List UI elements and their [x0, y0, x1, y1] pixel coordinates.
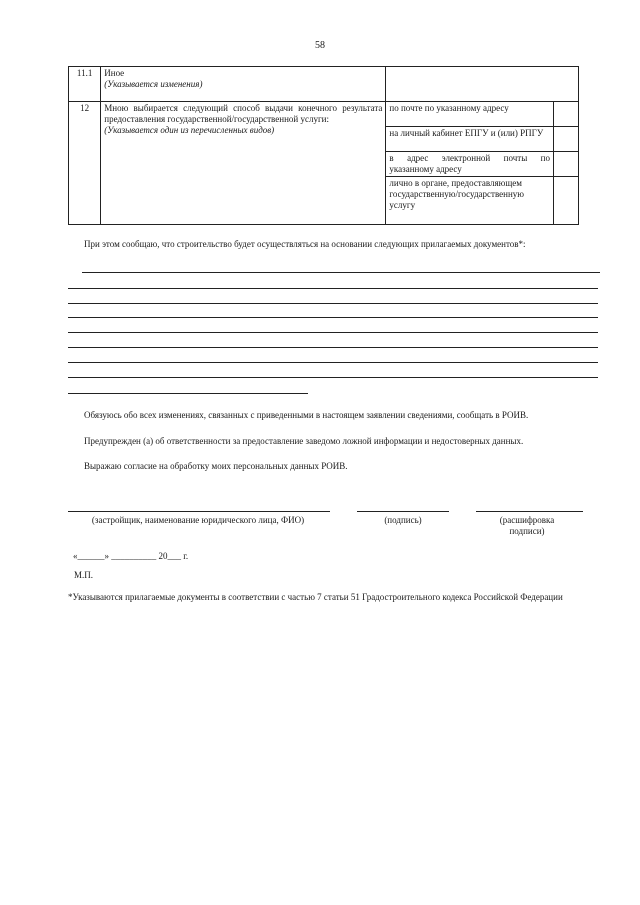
documents-paragraph: При этом сообщаю, что строительство будет осуществляться на основании следующих прилагаемых документов*: — [84, 239, 526, 249]
fill-line[interactable] — [68, 377, 598, 378]
fill-line[interactable] — [68, 303, 598, 304]
delivery-option-label: лично в органе, предоставляющем государственную/государственную услугу — [386, 177, 554, 225]
footnote: *Указываются прилагаемые документы в соответствии с частью 7 статьи 51 Градостроительного кодекса Российской Федерации — [68, 592, 563, 602]
delivery-option-checkbox[interactable] — [553, 127, 578, 152]
developer-signature-line[interactable] — [68, 511, 330, 512]
delivery-option-checkbox[interactable] — [553, 177, 578, 225]
application-table — [68, 66, 579, 225]
fill-line[interactable] — [68, 317, 598, 318]
delivery-option-checkbox[interactable] — [553, 152, 578, 177]
decoding-caption: (расшифровка подписи) — [499, 515, 555, 536]
fill-line[interactable] — [68, 347, 598, 348]
table-row-12 — [69, 102, 579, 127]
signature-caption: (подпись) — [384, 515, 422, 525]
fill-line[interactable] — [68, 362, 598, 363]
fill-line[interactable] — [82, 272, 600, 273]
row-hint: (Указывается один из перечисленных видов) — [104, 125, 275, 135]
delivery-option-label: по почте по указанному адресу — [386, 102, 554, 127]
delivery-option-label: на личный кабинет ЕПГУ и (или) РПГУ — [386, 127, 554, 152]
stamp-place: М.П. — [74, 570, 94, 580]
delivery-option-checkbox[interactable] — [553, 102, 578, 127]
table-row-11-1 — [69, 67, 579, 102]
developer-caption: (застройщик, наименование юридического лица, ФИО) — [91, 515, 305, 525]
fill-line[interactable] — [68, 332, 598, 333]
delivery-option-label: в адрес электронной почты по указанному адресу — [386, 152, 554, 177]
date-line: «______» __________ 20___ г. — [73, 551, 189, 561]
row-hint: (Указывается изменения) — [104, 79, 203, 89]
decoding-signature-line[interactable] — [476, 511, 583, 512]
row-11-1-label — [101, 67, 386, 102]
other-input-cell[interactable] — [386, 67, 579, 102]
signature-line[interactable] — [357, 511, 449, 512]
fill-line[interactable] — [68, 393, 308, 394]
declaration-consent: Выражаю согласие на обработку моих персональных данных РОИВ. — [84, 461, 348, 471]
row-title: Иное — [104, 68, 125, 78]
row-number: 11.1 — [69, 67, 101, 102]
fill-line[interactable] — [68, 288, 598, 289]
page-number: 58 — [315, 40, 325, 51]
declaration-liability: Предупрежден (а) об ответственности за предоставление заведомо ложной информации и недостоверных данных. — [84, 436, 524, 446]
row-text: Мною выбирается следующий способ выдачи конечного результата предоставления государственной/государственной услуги: — [104, 103, 383, 124]
row-number: 12 — [69, 102, 101, 225]
row-12-label — [101, 102, 386, 225]
declaration-changes: Обязуюсь обо всех изменениях, связанных с приведенными в настоящем заявлении сведениями, сообщать в РОИВ. — [84, 410, 529, 420]
